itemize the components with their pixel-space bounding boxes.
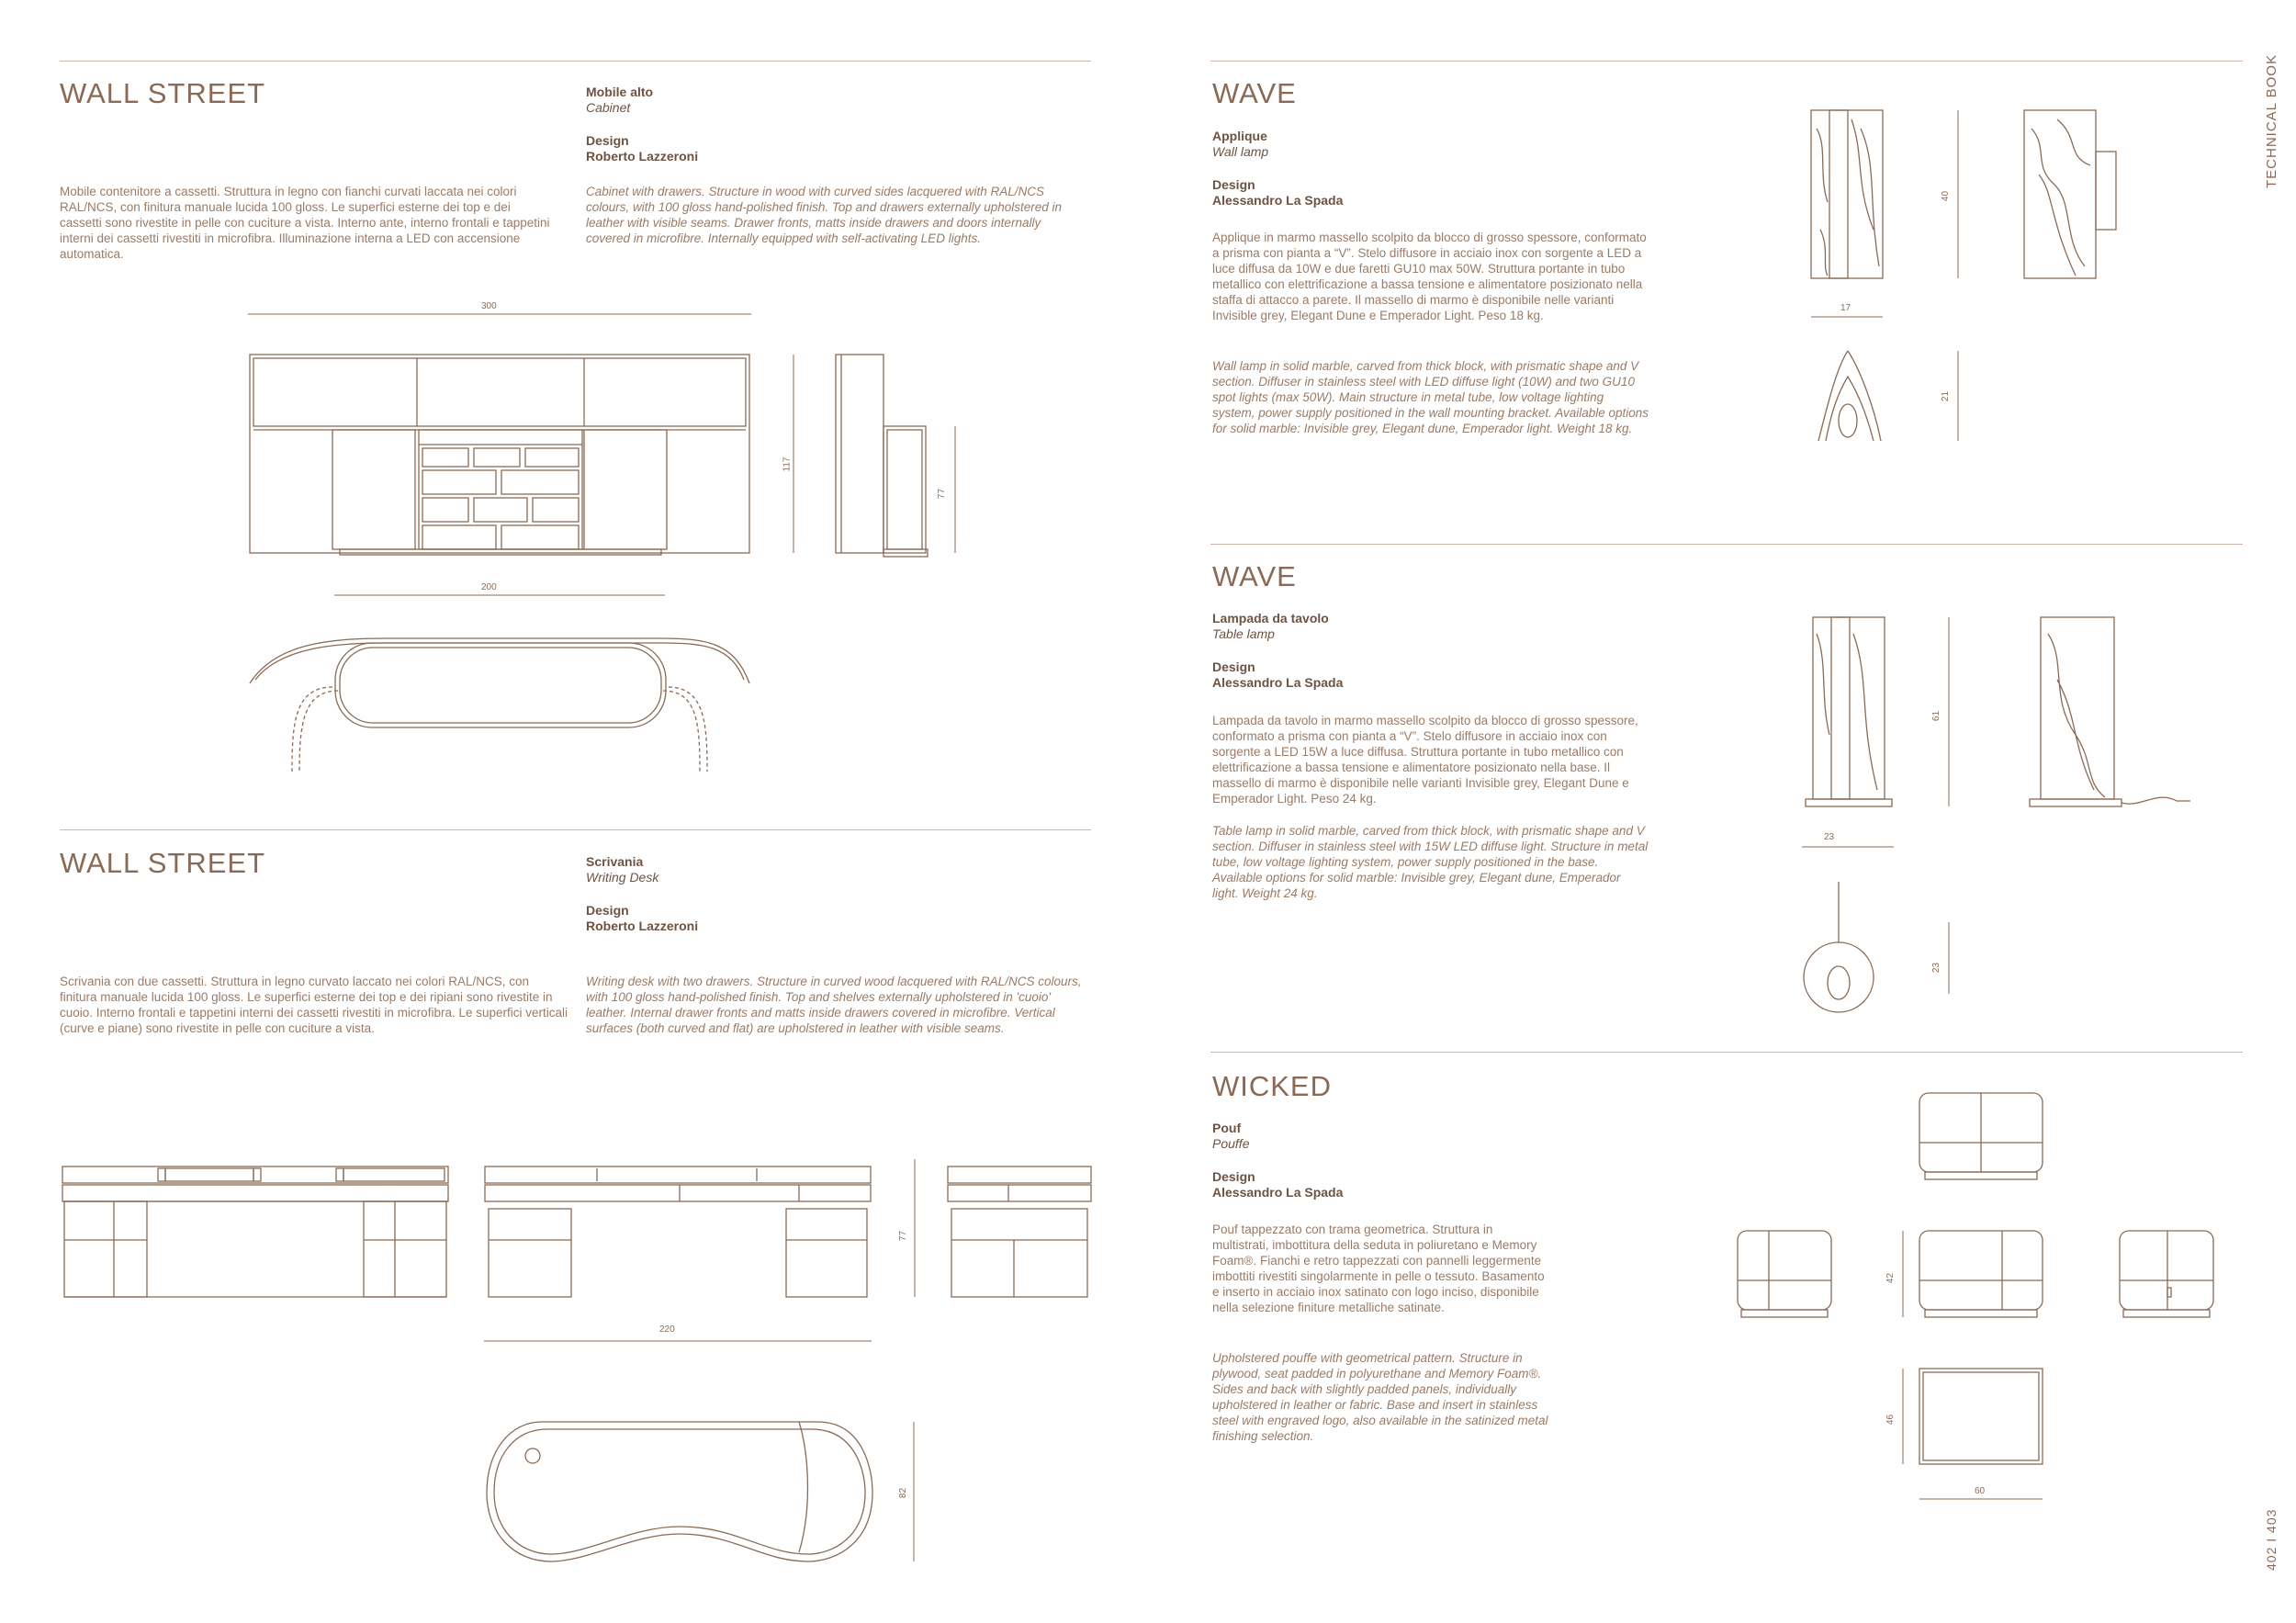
dimension-label: 42: [1885, 1272, 1896, 1284]
desk-top-drawing: [487, 1422, 914, 1561]
dimension-label: 61: [1931, 710, 1942, 722]
dimension-label: 40: [1941, 190, 1952, 202]
table-lamp-drawing: [1802, 617, 2190, 1012]
description-en: Cabinet with drawers. Structure in wood with curved sides lacquered with RAL/NCS colours, with 100 gloss hand-polished finish. Top and drawers externally upholstered in leather with visible seams. Drawer fronts, matts inside drawers and doors internally covered in microfibre. Internally equipped with self-activating LED lights.: [586, 185, 1063, 245]
type-it: Mobile alto: [586, 85, 654, 99]
description-it: Pouf tappezzato con trama geometrica. Struttura in multistrati, imbottitura della seduta in poliuretano e Memory Foam®. Fianchi e retro tappezzati con pannelli leggermente imbottiti rivestiti singolarmente in pelle o tessuto. Basamento e inserto in acciaio inox satinato con logo inciso, disponibile nella selezione finiture metalliche satinate.: [1212, 1223, 1545, 1314]
page-title: WICKED: [1212, 1070, 1332, 1102]
cabinet-top-drawing: [250, 638, 749, 772]
design-label: Design: [1212, 1169, 1255, 1184]
page-title: WAVE: [1212, 77, 1297, 109]
type-it: Scrivania: [586, 854, 644, 869]
description-it: Scrivania con due cassetti. Struttura in legno curvato laccato nei colori RAL/NCS, con finitura manuale lucida 100 gloss. Le superfici esterne dei top e dei ripiani sono rivestite in cuoio. Interno frontali e tappetini interni dei cassetti rivestiti in microfibra. Le superfici verticali (curve e piane) sono rivestite in pelle con cuciture a vista.: [60, 975, 568, 1035]
description-it: Lampada da tavolo in marmo massello scolpito da blocco di grosso spessore, conformato a prisma con pianta a “V”. Stelo diffusore in acciaio inox con sorgente a LED 15W a luce diffusa. Struttura portante in tubo metallico con elettrificazione a bassa tensione e alimentatore posizionato nella base. Il massello di marmo è disponibile nelle varianti Invisible grey, Elegant Dune e Emperador Light. Peso 24 kg.: [1212, 714, 1638, 806]
dimension-label: 46: [1885, 1414, 1896, 1426]
designer: Alessandro La Spada: [1212, 193, 1344, 208]
pouf-drawing: [1738, 1093, 2213, 1499]
type-en: Writing Desk: [586, 870, 659, 885]
designer: Roberto Lazzeroni: [586, 919, 699, 933]
page-numbers: 402 I 403: [2264, 1508, 2279, 1571]
type-en: Pouffe: [1212, 1136, 1250, 1151]
dimension-label: 82: [898, 1487, 909, 1499]
dimension-label: 77: [898, 1230, 909, 1242]
description-it: Applique in marmo massello scolpito da blocco di grosso spessore, conformato a prisma con pianta a “V”. Stelo diffusore in acciaio inox con sorgente a LED a luce diffusa da 10W e due faretti GU10 max 50W. Struttura portante in tubo metallico con elettrificazione a bassa tensione e alimentatore posizionato nella staffa di attacco a parete. Il massello di marmo è disponibile nelle varianti Invisible grey, Elegant Dune e Emperador Light. Peso 18 kg.: [1212, 231, 1647, 322]
type-it: Applique: [1212, 129, 1267, 143]
type-it: Pouf: [1212, 1121, 1242, 1135]
type-en: Wall lamp: [1212, 144, 1269, 159]
description-en: Upholstered pouffe with geometrical pattern. Structure in plywood, seat padded in polyurethane and Memory Foam®. Sides and back with slightly padded panels, individually upholstered in leather or fabric. Base and insert in stainless steel with engraved logo, also available in the satinized metal finishing selection.: [1212, 1351, 1548, 1443]
desk-side-drawing: [915, 1159, 1091, 1297]
designer: Alessandro La Spada: [1212, 675, 1344, 690]
dimension-label: 200: [481, 582, 497, 592]
page-title: WALL STREET: [60, 77, 266, 109]
description-en: Wall lamp in solid marble, carved from thick block, with prismatic shape and V section. Diffuser in stainless steel with LED diffuse light (10W) and two GU10 spot lights (max 50W). Main structure in metal tube, low voltage lighting system, power supply positioned in the wall mounting bracket. Available options for solid marble: Invisible grey, Elegant dune, Emperador light. Weight 18 kg.: [1212, 359, 1649, 435]
type-en: Table lamp: [1212, 626, 1275, 641]
description-en: Writing desk with two drawers. Structure in curved wood lacquered with RAL/NCS colours, with 100 gloss hand-polished finish. Top and shelves externally upholstered in 'cuoio' leather. Internal drawer fronts and matts inside drawers covered in microfibre. Vertical surfaces (both curved and flat) are upholstered in leather with visible seams.: [586, 975, 1082, 1035]
design-label: Design: [586, 133, 629, 148]
cabinet-side-drawing: [836, 355, 955, 557]
designer: Alessandro La Spada: [1212, 1185, 1344, 1200]
dimension-label: 300: [481, 301, 497, 311]
type-en: Cabinet: [586, 100, 631, 115]
design-label: Design: [586, 903, 629, 918]
dimension-label: 60: [1975, 1486, 1986, 1496]
dimension-label: 21: [1941, 390, 1952, 402]
desk-front-drawing-2: [484, 1167, 872, 1341]
dimension-label: 220: [659, 1324, 675, 1335]
description-en: Table lamp in solid marble, carved from thick block, with prismatic shape and V section. Diffuser in stainless steel with 15W LED diffuse light. Structure in metal tube, low voltage lighting system, power supply positioned in the base. Available options for solid marble: Invisible grey, Elegant dune, Emperador light. Weight 24 kg.: [1212, 824, 1649, 900]
dimension-label: 23: [1824, 832, 1835, 842]
dimension-label: 17: [1840, 303, 1851, 313]
design-label: Design: [1212, 177, 1255, 192]
page-title: WAVE: [1212, 560, 1297, 592]
dimension-label: 23: [1931, 962, 1942, 974]
type-it: Lampada da tavolo: [1212, 611, 1329, 626]
desk-front-drawing: [62, 1167, 448, 1297]
side-label: TECHNICAL BOOK: [2264, 54, 2279, 188]
dimension-label: 77: [937, 488, 948, 500]
wall-lamp-drawing: [1811, 110, 2116, 441]
description-it: Mobile contenitore a cassetti. Struttura in legno con fianchi curvati laccata nei colori RAL/NCS, con finitura manuale lucida 100 gloss. Le superfici esterne dei top e dei cassetti sono rivestite in pelle con cuciture a vista. Interno ante, interno frontali e tappetini interni dei cassetti rivestiti in microfibra. Illuminazione interna a LED con accensione automatica.: [60, 185, 550, 261]
page-title: WALL STREET: [60, 847, 266, 879]
dimension-label: 117: [782, 456, 793, 472]
design-label: Design: [1212, 659, 1255, 674]
cabinet-front-drawing: [248, 314, 793, 595]
designer: Roberto Lazzeroni: [586, 149, 699, 163]
